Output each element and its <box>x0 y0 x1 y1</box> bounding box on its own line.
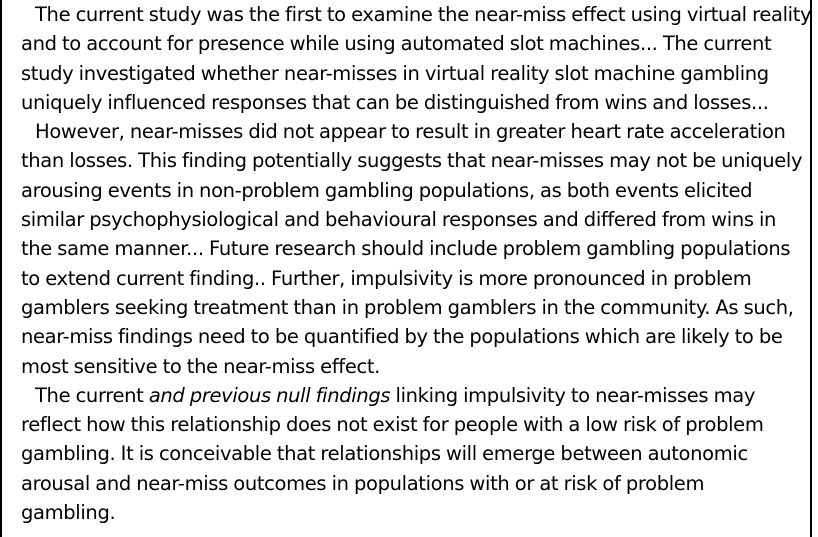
text-line: to extend current finding.. Further, impulsivity is more pronounced in problem <box>21 266 752 290</box>
text-line: gambling. It is conceivable that relationships will emerge between autonomic <box>21 442 748 466</box>
text-line: the same manner... Future research should include problem gambling populations <box>21 237 791 261</box>
text-line: arousal and near-miss outcomes in populations with or at risk of problem <box>21 471 705 495</box>
text-line: study investigated whether near-misses in virtual reality slot machine gambling <box>21 61 769 85</box>
paragraph-3 <box>7 381 811 527</box>
text-line: than losses. This finding potentially suggests that near-misses may not be uniquely <box>21 149 803 173</box>
text-line: However, near-misses did not appear to result in greater heart rate acceleration <box>35 120 786 144</box>
text-line: similar psychophysiological and behavioural responses and differed from wins in <box>21 208 777 232</box>
text-line: reflect how this relationship does not exist for people with a low risk of problem <box>21 413 764 437</box>
paragraph-2 <box>7 117 811 381</box>
text-line: arousing events in non-problem gambling populations, as both events elicited <box>21 178 753 202</box>
text-line: gambling. <box>21 501 116 525</box>
text-line-with-emphasis <box>7 381 811 410</box>
text-line: most sensitive to the near-miss effect. <box>21 354 380 378</box>
text-segment: linking impulsivity to near-misses may <box>390 383 756 407</box>
text-line: uniquely influenced responses that can be distinguished from wins and losses... <box>21 90 769 114</box>
text-line: near-miss findings need to be quantified by the populations which are likely to be <box>21 325 783 349</box>
text-line: and to account for presence while using automated slot machines... The current <box>21 32 772 56</box>
italic-phrase: and previous null findings <box>148 383 391 407</box>
text-segment: The current <box>35 383 149 407</box>
text-line: The current study was the first to examine the near-miss effect using virtual reality <box>35 3 812 26</box>
paragraph-1 <box>7 0 811 117</box>
text-line: gamblers seeking treatment than in problem gamblers in the community. As such, <box>21 295 794 319</box>
document-text <box>7 0 811 527</box>
